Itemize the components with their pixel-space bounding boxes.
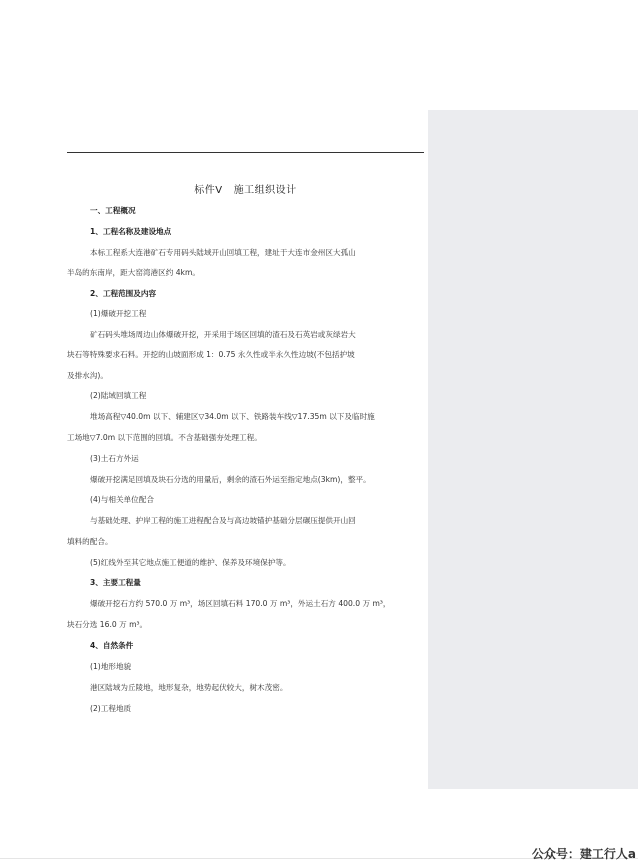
header-rule — [67, 152, 424, 153]
paragraph-line: 工场地▽7.0m 以下范围的回填。不含基础强夯处理工程。 — [67, 433, 262, 442]
paragraph-line: 与基础处理、护岸工程的施工进程配合及与高边坡锚护基础分层碾压提供开山回 — [90, 516, 356, 525]
paragraph-line: 块石分选 16.0 万 m³。 — [67, 620, 148, 629]
subsection-heading-scope: 2、工程范围及内容 — [90, 289, 157, 298]
item-heading-coordination: (4)与相关单位配合 — [90, 495, 154, 504]
item-heading-blasting: (1)爆破开挖工程 — [90, 309, 147, 318]
paragraph-line: 半岛的东南岸，距大窑湾港区约 4km。 — [67, 268, 200, 277]
paragraph-line: 填料的配合。 — [67, 537, 113, 546]
item-heading-backfill: (2)陆域回填工程 — [90, 391, 147, 400]
right-gray-panel — [428, 110, 638, 789]
item-heading-topography: (1)地形地貌 — [90, 662, 132, 671]
paragraph-line: 堆场高程▽40.0m 以下、辅建区▽34.0m 以下、铁路装车线▽17.35m 以下及临时施 — [90, 412, 375, 421]
subsection-heading-name-location: 1、工程名称及建设地点 — [90, 227, 172, 236]
item-heading-maintenance: (5)红线外至其它地点施工便道的维护、保养及环境保护等。 — [90, 558, 291, 567]
watermark-text: 公众号：建工行人a — [531, 847, 636, 861]
document-title: 标件Ⅴ 施工组织设计 — [194, 185, 297, 196]
paragraph-line: 港区陆域为丘陵地，地形复杂，地势起伏较大，树木茂密。 — [90, 683, 288, 692]
subsection-heading-quantities: 3、主要工程量 — [90, 578, 141, 587]
paragraph-line: 本标工程系大连港矿石专用码头陆域开山回填工程，建址于大连市金州区大孤山 — [90, 248, 356, 257]
paragraph-line: 爆破开挖满足回填及块石分选的用量后，剩余的渣石外运至指定地点(3km)，整平。 — [90, 475, 371, 484]
item-heading-haulage: (3)土石方外运 — [90, 454, 139, 463]
item-heading-geology: (2)工程地质 — [90, 704, 132, 713]
subsection-heading-natural-conditions: 4、自然条件 — [90, 641, 134, 650]
paragraph-line: 爆破开挖石方约 570.0 万 m³，场区回填石料 170.0 万 m³，外运土石方 400.0 万 m³， — [90, 599, 391, 608]
paragraph-line: 矿石码头堆场周边山体爆破开挖，开采用于场区回填的渣石及石英岩或灰绿岩大 — [90, 330, 356, 339]
paragraph-line: 及排水沟)。 — [67, 371, 108, 380]
paragraph-line: 块石等特殊要求石料。开挖的山坡面形成 1：0.75 永久性或半永久性边坡(不包括护坡 — [67, 350, 355, 359]
section-heading-overview: 一、工程概况 — [90, 206, 136, 215]
